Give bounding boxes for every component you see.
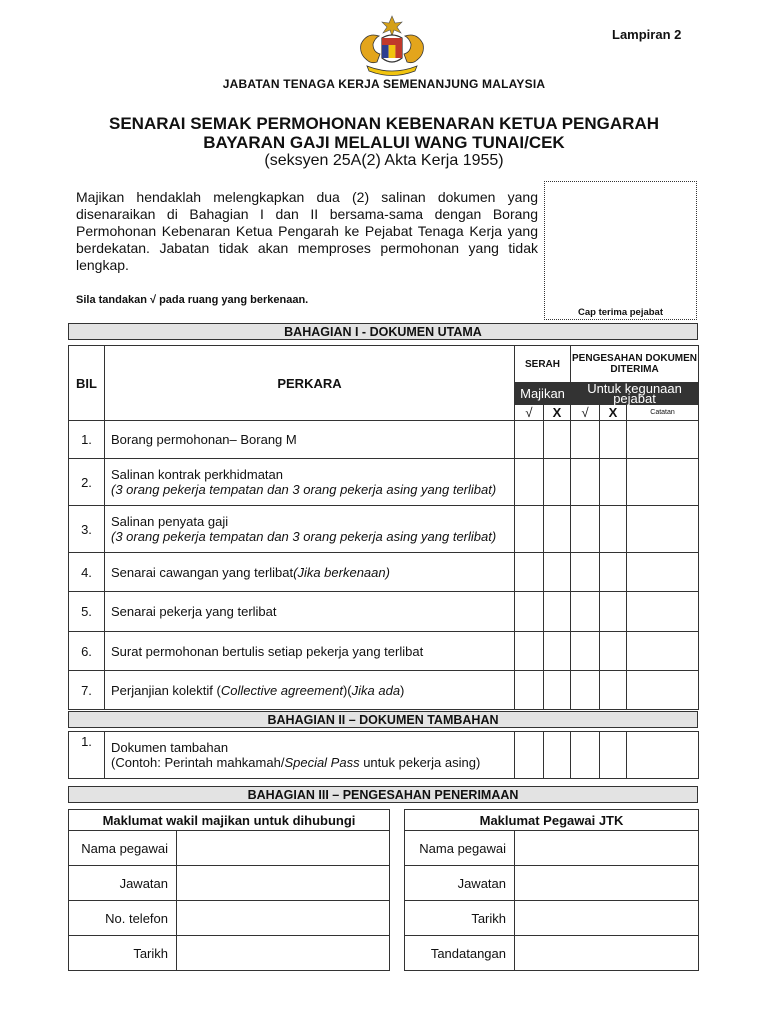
remarks-cell[interactable] xyxy=(627,592,699,632)
checkbox-cell[interactable] xyxy=(571,553,600,592)
employer-contact-table xyxy=(68,809,390,971)
checkbox-cell[interactable] xyxy=(515,506,544,553)
tick-header: √ xyxy=(515,405,544,421)
checkbox-cell[interactable] xyxy=(600,732,627,779)
row-main-text: Borang permohonan– Borang M xyxy=(111,432,297,447)
jtk-officer-table xyxy=(404,809,699,971)
row-description xyxy=(105,553,515,592)
checkbox-cell[interactable] xyxy=(571,506,600,553)
checkbox-cell[interactable] xyxy=(600,506,627,553)
field-label-telefon: No. telefon xyxy=(69,901,177,936)
row-sub-text: ) xyxy=(400,682,405,698)
document-title-line2: BAYARAN GAJI MELALUI WANG TUNAI/CEK xyxy=(203,133,565,152)
checkbox-cell[interactable] xyxy=(571,632,600,671)
row-number: 3. xyxy=(69,506,105,553)
checkbox-cell[interactable] xyxy=(571,592,600,632)
row-description xyxy=(105,671,515,710)
checkbox-cell[interactable] xyxy=(600,459,627,506)
lampiran-label: Lampiran 2 xyxy=(612,27,682,42)
checkbox-cell[interactable] xyxy=(544,506,571,553)
header-majikan: Majikan xyxy=(515,383,571,405)
remarks-cell[interactable] xyxy=(627,506,699,553)
table-row xyxy=(69,553,699,592)
cross-header: X xyxy=(544,405,571,421)
checkbox-cell[interactable] xyxy=(544,592,571,632)
malaysia-coat-of-arms-logo xyxy=(349,14,435,80)
row-description xyxy=(105,732,515,779)
row-main-text: Salinan penyata gaji xyxy=(111,514,229,529)
checkbox-cell[interactable] xyxy=(571,671,600,710)
instruction-text: Sila tandakan √ pada ruang yang berkenaan. xyxy=(76,294,309,306)
employer-phone-field[interactable] xyxy=(177,901,390,936)
cross-header: X xyxy=(600,405,627,421)
table-row xyxy=(69,506,699,553)
checkbox-cell[interactable] xyxy=(544,553,571,592)
row-sub-text: (Jika berkenaan) xyxy=(293,564,390,580)
row-main-text: Salinan kontrak perkhidmatan xyxy=(111,467,283,482)
row-main-text: Perjanjian kolektif ( xyxy=(111,682,221,698)
officer-name-field[interactable] xyxy=(515,831,699,866)
remarks-cell[interactable] xyxy=(627,632,699,671)
table-row xyxy=(69,421,699,459)
checkbox-cell[interactable] xyxy=(600,632,627,671)
row-number: 7. xyxy=(69,671,105,710)
remarks-cell[interactable] xyxy=(627,421,699,459)
row-number: 6. xyxy=(69,632,105,671)
row-sub-text: (3 orang pekerja tempatan dan 3 orang pekerja asing yang terlibat) xyxy=(111,529,497,544)
officer-date-field[interactable] xyxy=(515,901,699,936)
checkbox-cell[interactable] xyxy=(544,421,571,459)
table-row xyxy=(69,459,699,506)
checkbox-cell[interactable] xyxy=(515,421,544,459)
row-number: 5. xyxy=(69,592,105,632)
table-row xyxy=(69,592,699,632)
checkbox-cell[interactable] xyxy=(515,671,544,710)
checkbox-cell[interactable] xyxy=(600,553,627,592)
row-number: 4. xyxy=(69,553,105,592)
tick-header: √ xyxy=(571,405,600,421)
checkbox-cell[interactable] xyxy=(571,421,600,459)
row-sub-text: Jika ada xyxy=(351,682,401,698)
checkbox-cell[interactable] xyxy=(515,732,544,779)
checkbox-cell[interactable] xyxy=(515,553,544,592)
jtk-officer-heading: Maklumat Pegawai JTK xyxy=(405,810,699,831)
employer-position-field[interactable] xyxy=(177,866,390,901)
row-description xyxy=(105,592,515,632)
checkbox-cell[interactable] xyxy=(544,632,571,671)
row-number: 1. xyxy=(69,732,105,779)
document-title-line1: SENARAI SEMAK PERMOHONAN KEBENARAN KETUA PENGARAH xyxy=(108,114,659,133)
header-kegunaan-pejabat: Untuk kegunaan pejabat xyxy=(571,383,699,405)
row-sub-text: )( xyxy=(342,682,352,698)
field-label-nama-pegawai: Nama pegawai xyxy=(69,831,177,866)
row-sub-text: (Contoh: Perintah mahkamah/ xyxy=(111,755,285,770)
field-label-tarikh: Tarikh xyxy=(69,936,177,971)
row-main-text: Surat permohonan bertulis setiap pekerja yang terlibat xyxy=(111,643,424,659)
row-main-text: Dokumen tambahan xyxy=(111,740,229,755)
checkbox-cell[interactable] xyxy=(600,671,627,710)
checkbox-cell[interactable] xyxy=(515,459,544,506)
remarks-cell[interactable] xyxy=(627,671,699,710)
checkbox-cell[interactable] xyxy=(544,671,571,710)
checkbox-cell[interactable] xyxy=(600,592,627,632)
row-number: 2. xyxy=(69,459,105,506)
checkbox-cell[interactable] xyxy=(515,632,544,671)
row-description xyxy=(105,506,515,553)
officer-signature-field[interactable] xyxy=(515,936,699,971)
officer-position-field[interactable] xyxy=(515,866,699,901)
row-main-text: Senarai cawangan yang terlibat xyxy=(111,564,294,580)
employer-name-field[interactable] xyxy=(177,831,390,866)
field-label-tandatangan: Tandatangan xyxy=(405,936,515,971)
section2-table xyxy=(68,731,699,779)
checkbox-cell[interactable] xyxy=(571,732,600,779)
catatan-header: Catatan xyxy=(627,405,699,421)
row-main-text: Senarai pekerja yang terlibat xyxy=(111,604,277,619)
row-description xyxy=(105,632,515,671)
field-label-nama-pegawai: Nama pegawai xyxy=(405,831,515,866)
checkbox-cell[interactable] xyxy=(544,459,571,506)
checkbox-cell[interactable] xyxy=(544,732,571,779)
employer-date-field[interactable] xyxy=(177,936,390,971)
field-label-jawatan: Jawatan xyxy=(405,866,515,901)
field-label-tarikh: Tarikh xyxy=(405,901,515,936)
section2-title: BAHAGIAN II – DOKUMEN TAMBAHAN xyxy=(68,711,698,728)
agency-name: JABATAN TENAGA KERJA SEMENANJUNG MALAYSIA xyxy=(222,77,546,91)
table-row xyxy=(69,671,699,710)
section3-title: BAHAGIAN III – PENGESAHAN PENERIMAAN xyxy=(68,786,698,803)
checkbox-cell[interactable] xyxy=(600,421,627,459)
row-sub-text: (3 orang pekerja tempatan dan 3 orang pekerja asing yang terlibat) xyxy=(111,482,497,497)
section1-table xyxy=(68,345,699,710)
header-pengesahan: PENGESAHAN DOKUMEN DITERIMA xyxy=(571,346,699,383)
intro-paragraph: Majikan hendaklah melengkapkan dua (2) salinan dokumen yang disenaraikan di Bahagian I dan II bersama-sama dengan Borang Permohonan Kebenaran Ketua Pengarah ke Pejabat Tenaga Kerja yang berdekatan. Jabatan tidak akan memproses permohonan yang tidak lengkap. xyxy=(76,189,538,273)
header-perkara: PERKARA xyxy=(105,346,515,421)
row-sub-text: Collective agreement xyxy=(220,682,343,698)
employer-contact-heading: Maklumat wakil majikan untuk dihubungi xyxy=(69,810,390,831)
checkbox-cell[interactable] xyxy=(515,592,544,632)
section1-title: BAHAGIAN I - DOKUMEN UTAMA xyxy=(68,323,698,340)
row-sub-text: Special Pass xyxy=(284,755,360,770)
row-number: 1. xyxy=(69,421,105,459)
document-subtitle: (seksyen 25A(2) Akta Kerja 1955) xyxy=(264,152,504,169)
office-stamp-box xyxy=(544,181,697,320)
header-bil: BIL xyxy=(69,346,105,421)
remarks-cell[interactable] xyxy=(627,459,699,506)
row-sub-text: untuk pekerja asing) xyxy=(359,755,481,770)
row-description xyxy=(105,459,515,506)
table-row xyxy=(69,732,699,779)
remarks-cell[interactable] xyxy=(627,732,699,779)
header-serah: SERAH xyxy=(515,346,571,383)
stamp-label: Cap terima pejabat xyxy=(578,307,663,318)
checkbox-cell[interactable] xyxy=(571,459,600,506)
table-row xyxy=(69,632,699,671)
row-description xyxy=(105,421,515,459)
field-label-jawatan: Jawatan xyxy=(69,866,177,901)
remarks-cell[interactable] xyxy=(627,553,699,592)
